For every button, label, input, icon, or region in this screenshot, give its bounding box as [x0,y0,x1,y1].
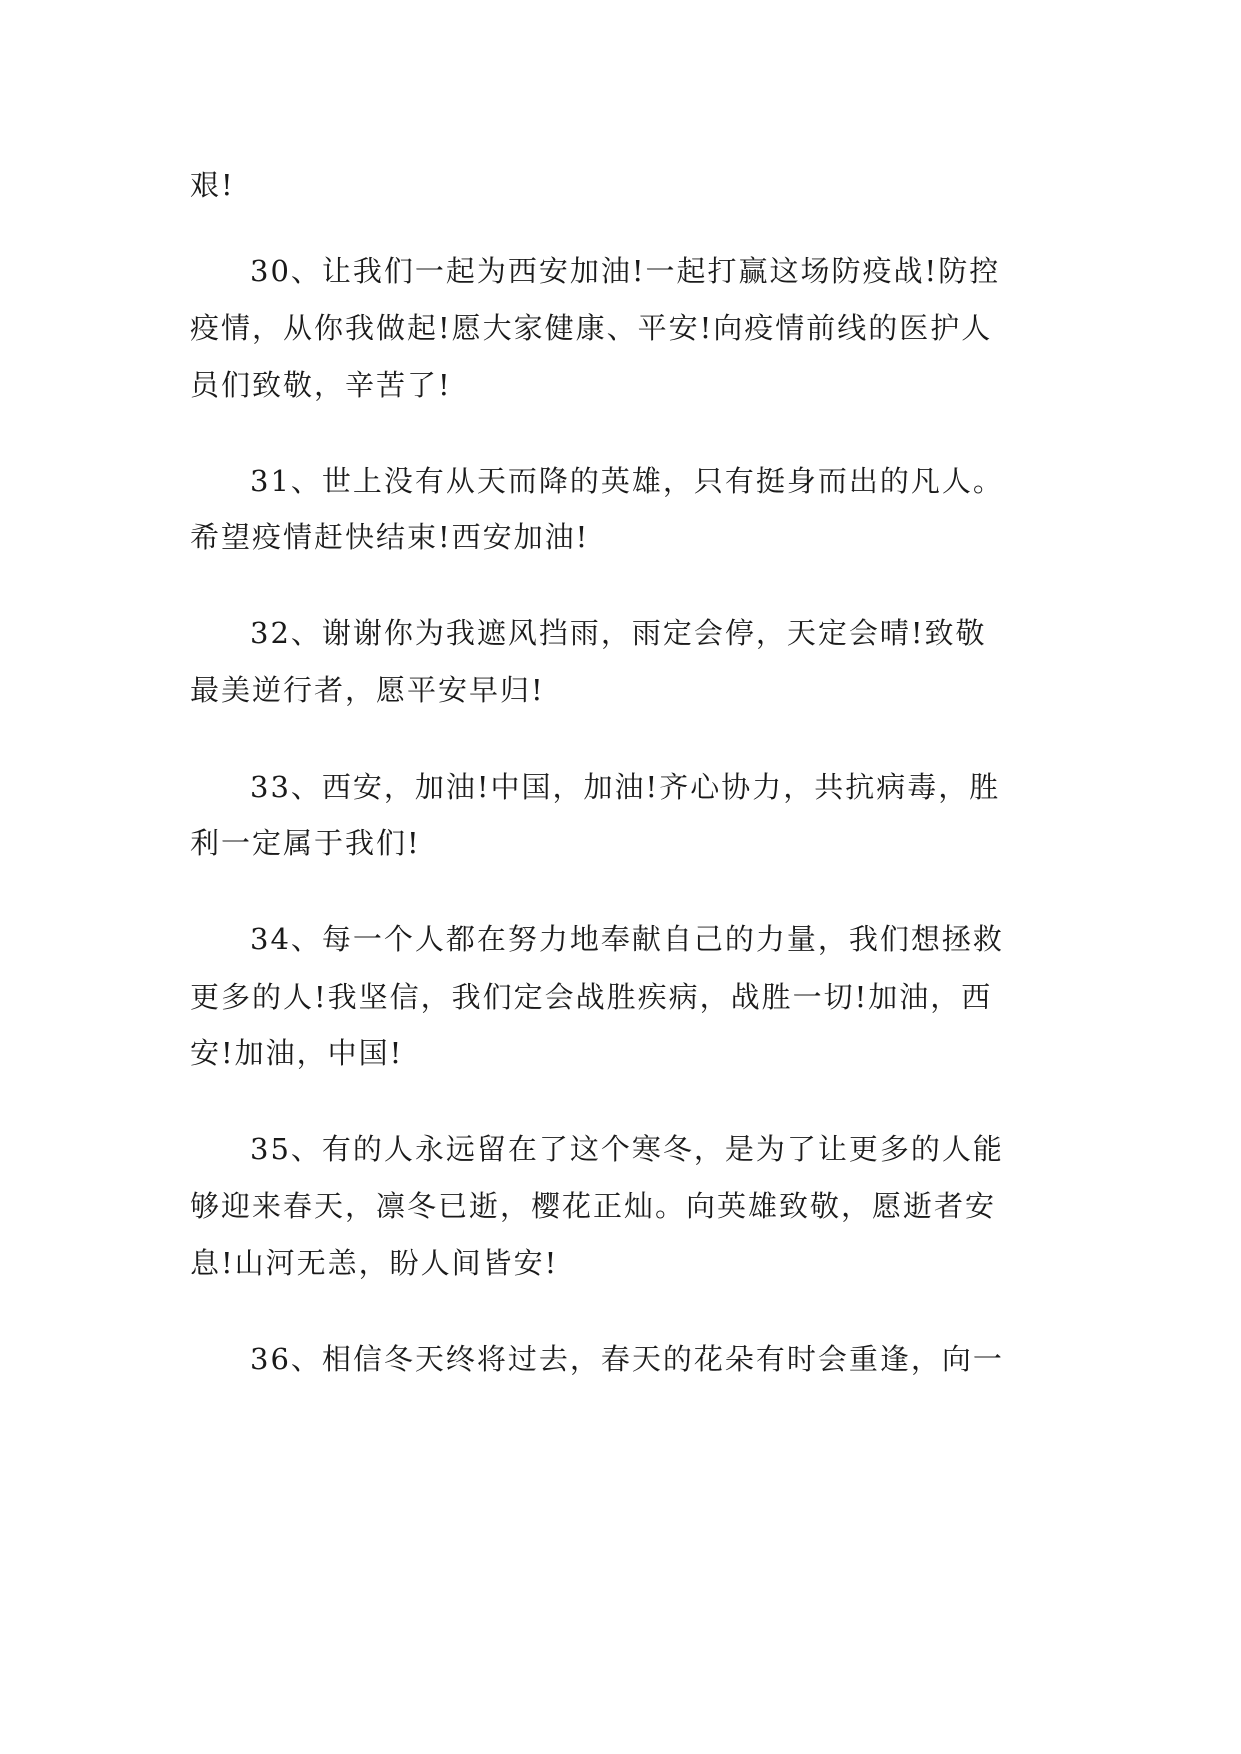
item-34-line-3: 安!加油，中国! [190,1036,404,1070]
item-34-line-1: 34、每一个人都在努力地奉献自己的力量，我们想拯救 [250,922,1004,956]
item-31-line-1: 31、世上没有从天而降的英雄，只有挺身而出的凡人。 [250,464,1004,498]
item-33-line-2: 利一定属于我们! [190,826,421,860]
item-35-line-1: 35、有的人永远留在了这个寒冬，是为了让更多的人能 [250,1132,1004,1166]
item-33-line-1: 33、西安，加油!中国，加油!齐心协力，共抗病毒，胜 [250,770,1001,804]
item-30-line-3: 员们致敬，辛苦了! [190,368,452,402]
item-30-line-1: 30、让我们一起为西安加油!一起打赢这场防疫战!防控 [250,254,1001,288]
item-35-line-3: 息!山河无恙，盼人间皆安! [190,1246,559,1280]
item-31-line-2: 希望疫情赶快结束!西安加油! [190,520,590,554]
item-35-line-2: 够迎来春天，凛冬已逝，樱花正灿。向英雄致敬，愿逝者安 [190,1189,997,1223]
item-30-line-2: 疫情，从你我做起!愿大家健康、平安!向疫情前线的医护人 [190,311,993,345]
item-34-line-2: 更多的人!我坚信，我们定会战胜疾病，战胜一切!加油，西 [190,980,993,1014]
text-line: 艰! [190,168,235,202]
item-36-line-1: 36、相信冬天终将过去，春天的花朵有时会重逢，向一 [250,1342,1004,1376]
item-32-line-1: 32、谢谢你为我遮风挡雨，雨定会停，天定会晴!致敬 [250,616,987,650]
item-32-line-2: 最美逆行者，愿平安早归! [190,673,545,707]
